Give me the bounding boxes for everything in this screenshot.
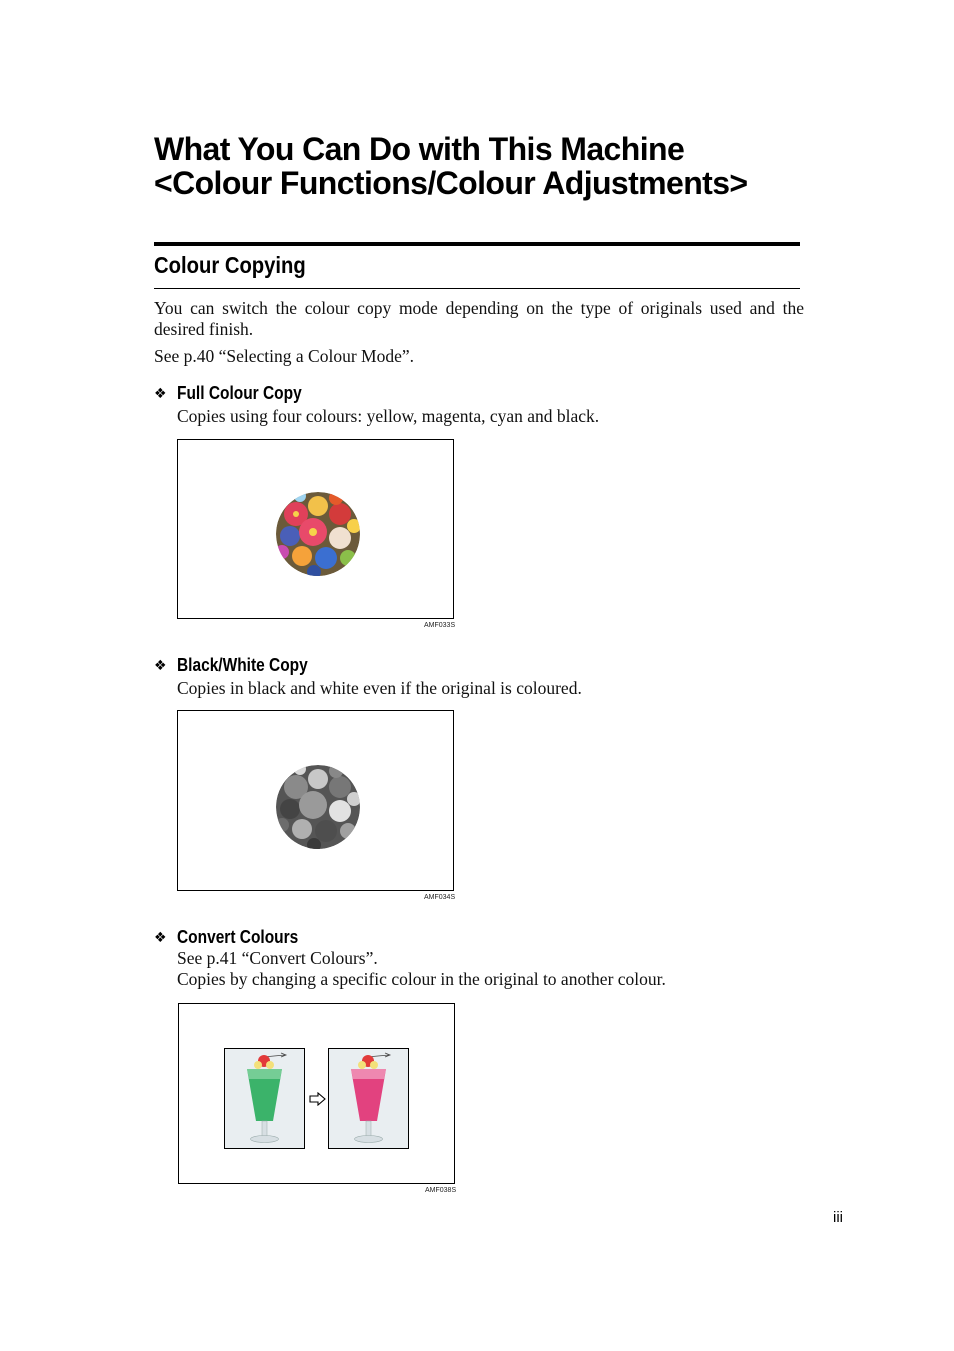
item-description: Copies by changing a specific colour in the original to another colour. xyxy=(177,969,666,989)
diamond-bullet-icon: ❖ xyxy=(154,929,167,946)
page-title-line-1: What You Can Do with This Machine xyxy=(154,131,685,167)
item-heading-full-colour xyxy=(154,383,322,404)
grayscale-bouquet-image xyxy=(178,711,453,890)
figure-black-white xyxy=(177,710,454,891)
colour-bouquet-image xyxy=(178,440,453,618)
diamond-bullet-icon: ❖ xyxy=(154,385,167,402)
figure-code: AMF038S xyxy=(425,1187,457,1194)
figure-code: AMF034S xyxy=(424,894,456,901)
item-title: Full Colour Copy xyxy=(177,383,302,403)
original-glass-image xyxy=(224,1048,305,1149)
figure-convert-colours xyxy=(178,1003,455,1184)
page-title xyxy=(154,132,834,200)
figure-code: AMF033S xyxy=(424,622,456,629)
converted-glass-image xyxy=(328,1048,409,1149)
intro-paragraph: You can switch the colour copy mode depending on the type of originals used and the desired finish. xyxy=(154,298,804,339)
item-heading-convert-colours xyxy=(154,927,318,948)
section-rule-top xyxy=(154,242,800,246)
item-heading-black-white xyxy=(154,655,329,676)
section-rule-bottom xyxy=(154,288,800,289)
item-description: Copies using four colours: yellow, magenta, cyan and black. xyxy=(177,406,600,426)
see-reference: See p.40 “Selecting a Colour Mode”. xyxy=(154,346,415,366)
item-see-reference: See p.41 “Convert Colours”. xyxy=(177,948,378,968)
item-title: Convert Colours xyxy=(177,927,299,947)
item-description: Copies in black and white even if the original is coloured. xyxy=(177,678,582,698)
figure-full-colour xyxy=(177,439,454,619)
item-title: Black/White Copy xyxy=(177,655,308,675)
diamond-bullet-icon: ❖ xyxy=(154,657,167,674)
right-arrow-icon xyxy=(309,1092,327,1106)
section-heading: Colour Copying xyxy=(154,252,306,278)
page-number: iii xyxy=(833,1209,843,1226)
page-title-line-2: <Colour Functions/Colour Adjustments> xyxy=(154,165,748,201)
